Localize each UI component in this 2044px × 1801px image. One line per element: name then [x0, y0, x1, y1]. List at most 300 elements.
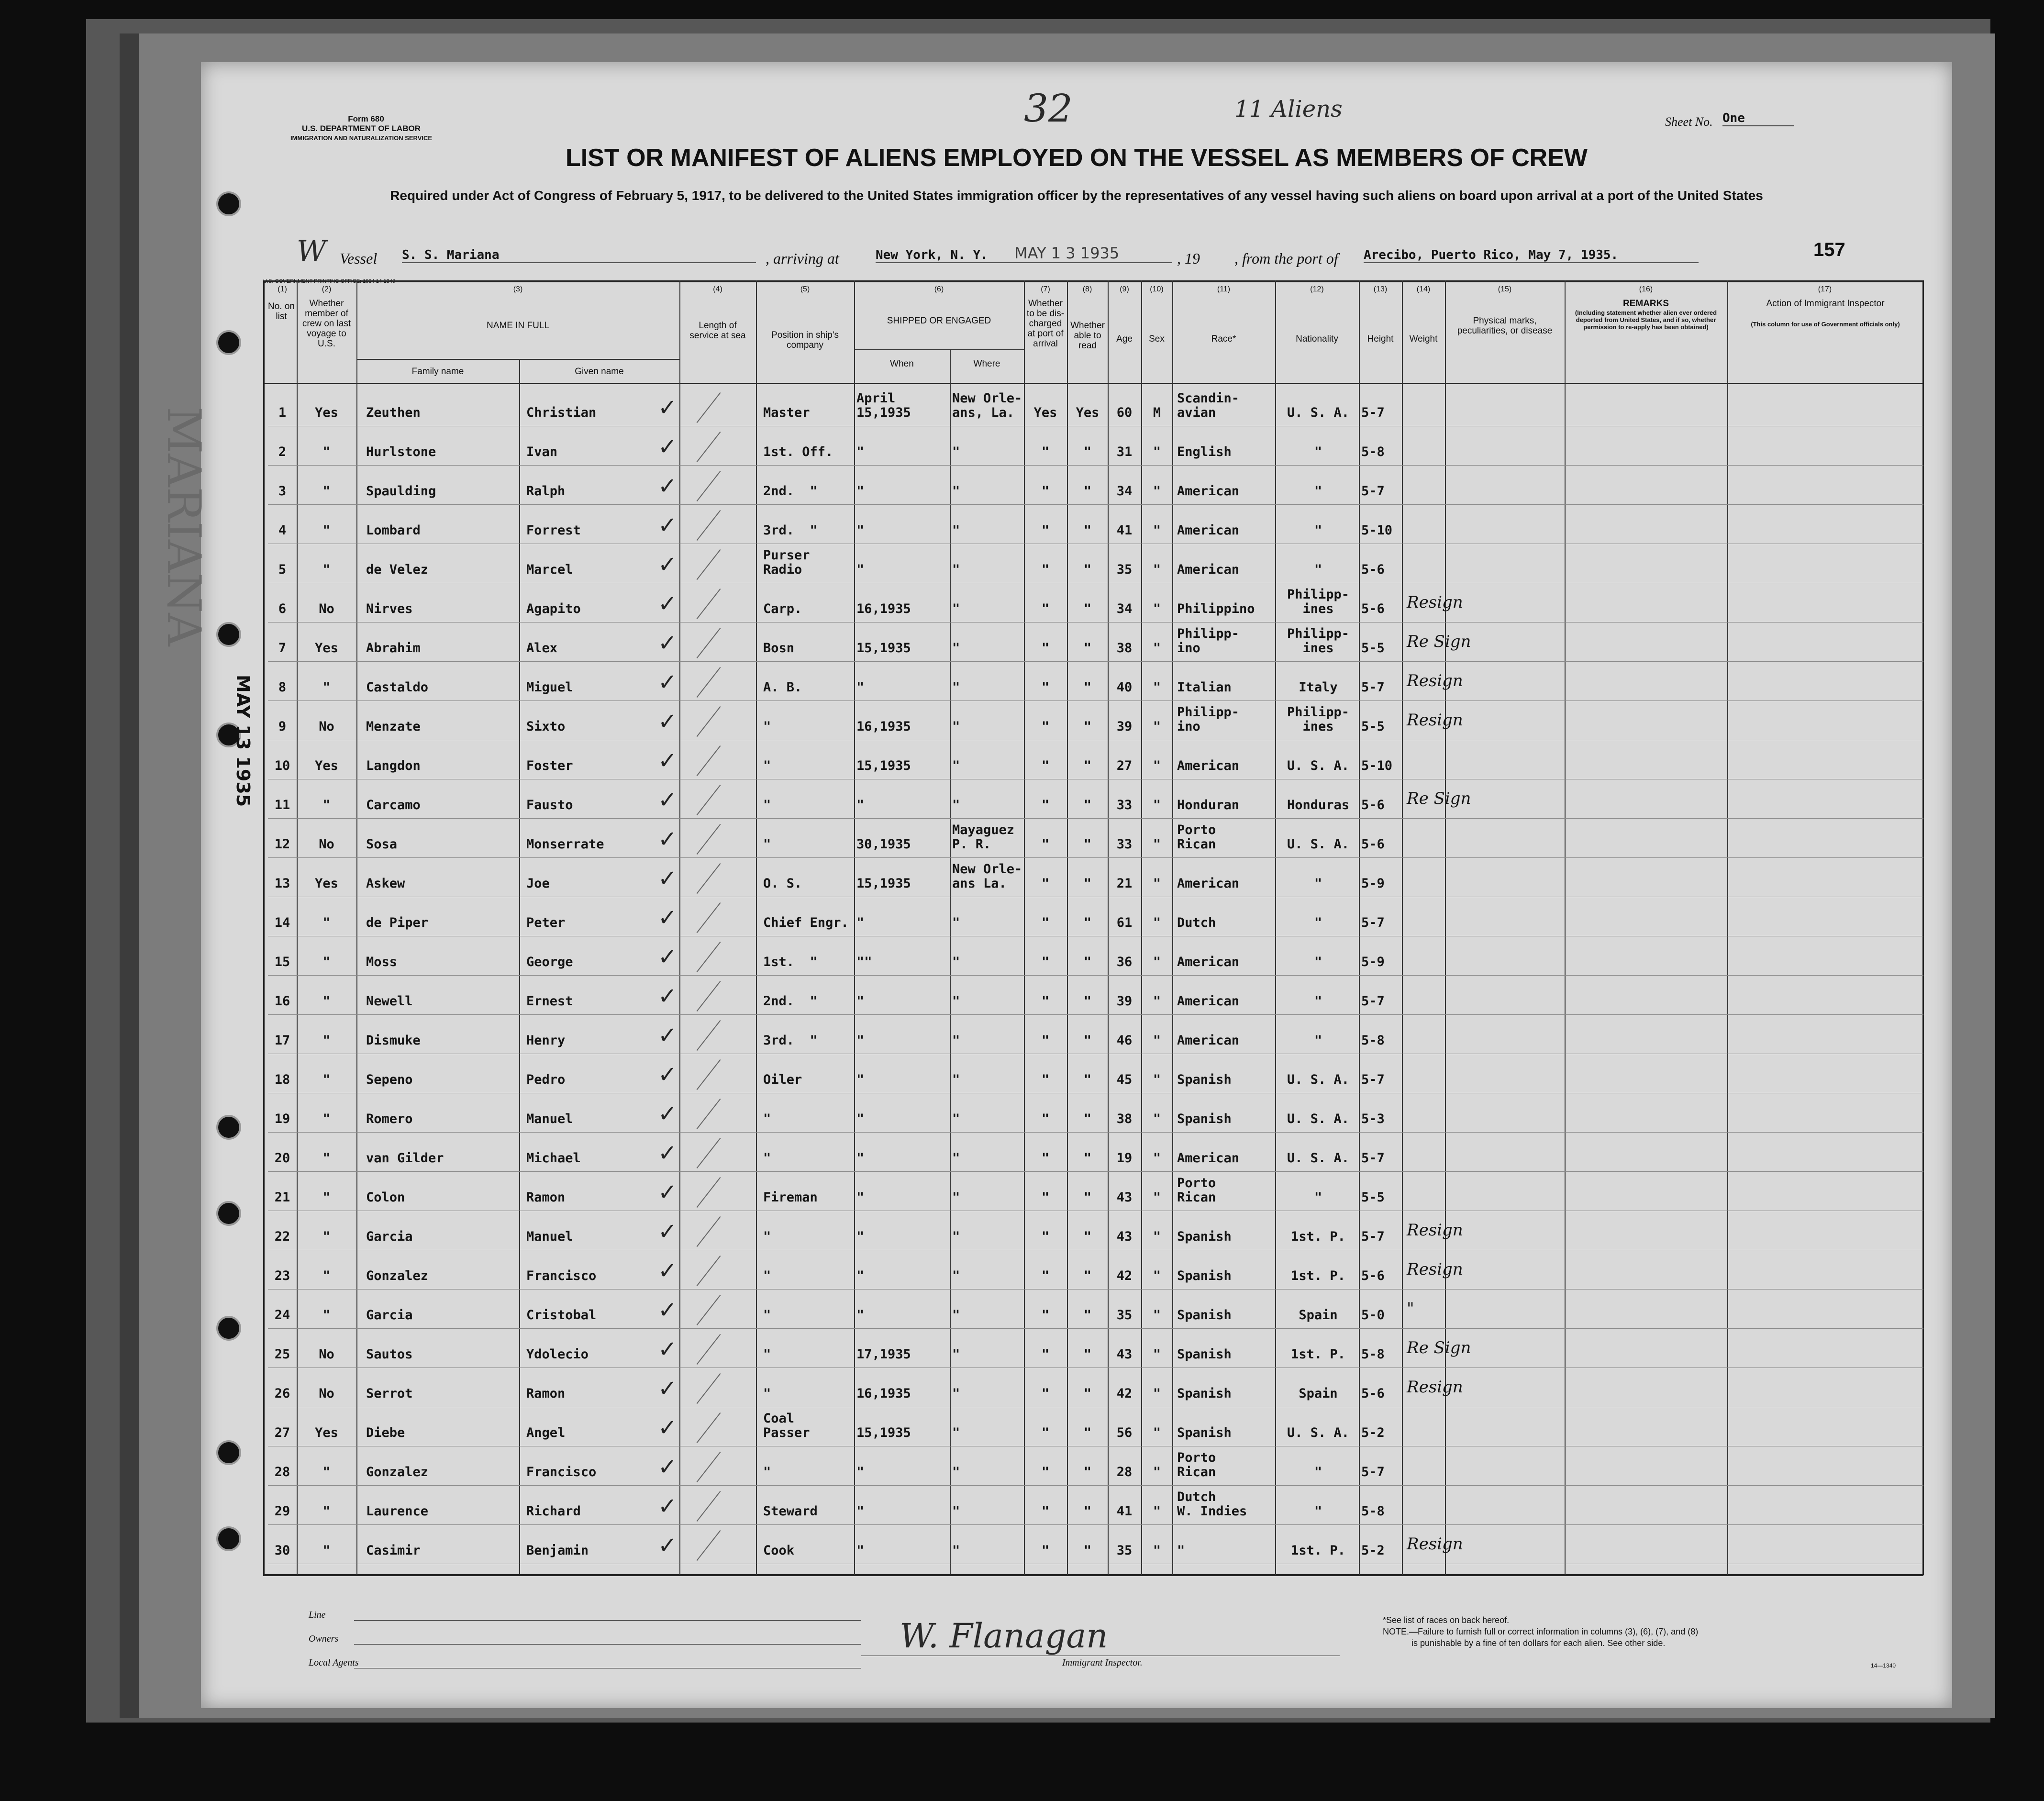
cell-race: Spanish — [1177, 1072, 1232, 1087]
cell-nat: 1st. P. — [1291, 1543, 1345, 1558]
col-num: (11) — [1217, 285, 1231, 293]
cell-where: " — [952, 719, 960, 734]
cell-age: 35 — [1116, 1308, 1133, 1323]
cell-family: Langdon — [366, 758, 421, 773]
check-mark-icon: ✓ — [658, 473, 678, 500]
service-slash-mark — [697, 628, 721, 658]
header-weight: Weight — [1409, 334, 1438, 344]
punch-hole — [216, 622, 241, 647]
col-num: (17) — [1818, 285, 1832, 293]
cell-read: " — [1083, 719, 1092, 734]
cell-race: American — [1177, 758, 1240, 773]
check-mark-icon: ✓ — [658, 1257, 678, 1284]
cell-where: " — [952, 1268, 960, 1283]
sheet-no-label: Sheet No. — [1665, 115, 1713, 129]
header-shipped-engaged: SHIPPED OR ENGAGED — [887, 316, 991, 326]
cell-family: Romero — [366, 1112, 413, 1126]
cell-sex: " — [1153, 719, 1161, 734]
cell-sex: " — [1153, 1072, 1161, 1087]
cell-given: Monserrate — [526, 837, 604, 852]
form-subtitle: Required under Act of Congress of February 5, 1917, to be delivered to the United States immigration officer by the representatives of any vessel having such aliens on board upon arrival at a port of the United States — [390, 188, 1763, 203]
cell-height: 5-6 — [1361, 562, 1385, 577]
cell-sex: " — [1153, 876, 1161, 891]
col-divider — [519, 359, 520, 1574]
cell-height: 5-5 — [1361, 1190, 1385, 1205]
cell-sex: " — [1153, 1308, 1161, 1323]
footer-line-rule — [354, 1620, 861, 1621]
cell-sex: " — [1153, 562, 1161, 577]
cell-race: Dutch — [1177, 915, 1216, 930]
service-slash-mark — [697, 1295, 721, 1325]
service-slash-mark — [697, 706, 721, 737]
check-mark-icon: ✓ — [658, 1493, 678, 1520]
cell-when: " — [856, 484, 865, 499]
cell-member: " — [322, 484, 331, 499]
col-num: (14) — [1416, 285, 1431, 293]
cell-nat: U. S. A. — [1287, 758, 1350, 773]
cell-where: " — [952, 601, 960, 616]
col-divider — [854, 280, 855, 1575]
service-slash-mark — [697, 1256, 721, 1286]
cell-read: " — [1083, 798, 1092, 812]
cell-height: 5-6 — [1361, 1268, 1385, 1283]
cell-given: Ernest — [526, 994, 573, 1009]
cell-nat: " — [1314, 562, 1322, 577]
cell-member: " — [322, 1112, 331, 1126]
check-mark-icon: ✓ — [658, 551, 678, 578]
cell-no: 23 — [274, 1268, 290, 1283]
cell-no: 30 — [274, 1543, 290, 1558]
cell-height: 5-7 — [1361, 915, 1385, 930]
cell-position: " — [763, 1386, 771, 1401]
cell-when: " — [856, 562, 865, 577]
from-port-label: , from the port of — [1234, 250, 1338, 267]
cell-given: Manuel — [526, 1112, 573, 1126]
cell-where: " — [952, 1033, 960, 1048]
cell-position: " — [763, 1229, 771, 1244]
service-slash-mark — [697, 1334, 721, 1365]
cell-sex: " — [1153, 1268, 1161, 1283]
cell-race: Dutch W. Indies — [1177, 1490, 1247, 1519]
cell-height: 5-2 — [1361, 1543, 1385, 1558]
cell-nat: U. S. A. — [1287, 1425, 1350, 1440]
cell-weight-remark: Resign — [1407, 711, 1463, 730]
cell-race: American — [1177, 1151, 1240, 1166]
cell-read: " — [1083, 1072, 1092, 1087]
check-mark-icon: ✓ — [658, 865, 678, 892]
cell-given: Ydolecio — [526, 1347, 589, 1362]
check-mark-icon: ✓ — [658, 1454, 678, 1480]
vessel-name: S. S. Mariana — [402, 248, 756, 263]
cell-age: 40 — [1116, 680, 1133, 695]
cell-disch: " — [1041, 562, 1050, 577]
cell-no: 9 — [278, 719, 287, 734]
cell-family: Sosa — [366, 837, 398, 852]
cell-disch: " — [1041, 1268, 1050, 1283]
col-num: (2) — [322, 285, 332, 293]
cell-position: 2nd. " — [763, 484, 818, 499]
col-num: (13) — [1373, 285, 1388, 293]
cell-when: " — [856, 1072, 865, 1087]
cell-read: " — [1083, 601, 1092, 616]
cell-read: " — [1083, 1112, 1092, 1126]
cell-read: " — [1083, 641, 1092, 656]
cell-age: 35 — [1116, 562, 1133, 577]
cell-when: 16,1935 — [856, 601, 911, 616]
cell-position: 2nd. " — [763, 994, 818, 1009]
service-slash-mark — [697, 1099, 721, 1129]
cell-family: Moss — [366, 955, 398, 969]
cell-family: Lombard — [366, 523, 421, 538]
cell-sex: " — [1153, 1033, 1161, 1048]
col-divider — [297, 280, 298, 1575]
cell-family: Gonzalez — [366, 1268, 429, 1283]
cell-sex: " — [1153, 1112, 1161, 1126]
cell-disch: " — [1041, 1190, 1050, 1205]
cell-disch: " — [1041, 1308, 1050, 1323]
header-age: Age — [1116, 334, 1133, 344]
cell-where: " — [952, 1386, 960, 1401]
cell-age: 46 — [1116, 1033, 1133, 1048]
check-mark-icon: ✓ — [658, 904, 678, 931]
footer-line-label: Line — [309, 1610, 326, 1620]
cell-read: " — [1083, 1504, 1092, 1519]
check-mark-icon: ✓ — [658, 1336, 678, 1363]
cell-height: 5-2 — [1361, 1425, 1385, 1440]
cell-race: Spanish — [1177, 1112, 1232, 1126]
col-divider — [263, 280, 265, 1575]
vessel-name-stamp: MARIANA — [157, 407, 211, 646]
cell-nat: 1st. P. — [1291, 1229, 1345, 1244]
row-rule — [268, 661, 1923, 662]
service-slash-mark — [697, 392, 721, 423]
cell-weight-remark: Re Sign — [1407, 632, 1471, 651]
cell-no: 21 — [274, 1190, 290, 1205]
cell-family: Spaulding — [366, 484, 436, 499]
cell-when: " — [856, 1229, 865, 1244]
service-slash-mark — [697, 1020, 721, 1051]
cell-race: American — [1177, 1033, 1240, 1048]
margin-date-stamp: MAY 13 1935 — [233, 675, 254, 807]
cell-race: American — [1177, 955, 1240, 969]
col-num: (12) — [1310, 285, 1324, 293]
col-divider — [1402, 280, 1403, 1575]
check-mark-icon: ✓ — [658, 1061, 678, 1088]
service-slash-mark — [697, 432, 721, 462]
cell-given: Joe — [526, 876, 550, 891]
col-divider — [1727, 280, 1728, 1575]
cell-age: 41 — [1116, 523, 1133, 538]
cell-read: " — [1083, 562, 1092, 577]
cell-member: " — [322, 1033, 331, 1048]
cell-disch: " — [1041, 1112, 1050, 1126]
service-slash-mark — [697, 863, 721, 894]
cell-read: " — [1083, 523, 1092, 538]
cell-nat: Philipp- ines — [1287, 626, 1350, 656]
cell-member: " — [322, 1190, 331, 1205]
cell-disch: " — [1041, 876, 1050, 891]
check-mark-icon: ✓ — [658, 1101, 678, 1127]
cell-sex: " — [1153, 1151, 1161, 1166]
cell-height: 5-9 — [1361, 876, 1385, 891]
cell-nat: U. S. A. — [1287, 1151, 1350, 1166]
header-where: Where — [973, 359, 1000, 369]
cell-height: 5-7 — [1361, 484, 1385, 499]
cell-when: 15,1935 — [856, 876, 911, 891]
from-port: Arecibo, Puerto Rico, May 7, 1935. — [1364, 248, 1699, 263]
cell-height: 5-0 — [1361, 1308, 1385, 1323]
row-rule — [268, 1132, 1923, 1133]
cell-disch: " — [1041, 758, 1050, 773]
cell-race: English — [1177, 445, 1232, 459]
cell-weight-remark: Resign — [1407, 1260, 1463, 1279]
col-num: (9) — [1120, 285, 1129, 293]
cell-position: Purser Radio — [763, 548, 810, 577]
header-discharged: Whether to be dis- charged at port of arrival — [1026, 299, 1065, 349]
cell-when: 17,1935 — [856, 1347, 911, 1362]
cell-disch: " — [1041, 1229, 1050, 1244]
check-mark-icon: ✓ — [658, 983, 678, 1010]
cell-where: " — [952, 758, 960, 773]
header-action: Action of Immigrant Inspector — [1766, 299, 1885, 309]
check-mark-icon: ✓ — [658, 1375, 678, 1402]
cell-nat: Spain — [1299, 1386, 1338, 1401]
cell-read: " — [1083, 1151, 1092, 1166]
cell-height: 5-7 — [1361, 405, 1385, 420]
header-action-sub: (This column for use of Government officials only) — [1751, 321, 1900, 328]
cell-nat: " — [1314, 1465, 1322, 1479]
cell-race: Philipp- ino — [1177, 626, 1240, 656]
cell-age: 31 — [1116, 445, 1133, 459]
form-number: Form 680 — [348, 114, 384, 123]
cell-disch: " — [1041, 915, 1050, 930]
service-slash-mark — [697, 1491, 721, 1522]
cell-where: " — [952, 1543, 960, 1558]
cell-no: 5 — [278, 562, 287, 577]
cell-member: Yes — [315, 641, 338, 656]
cell-no: 3 — [278, 484, 287, 499]
cell-position: " — [763, 1268, 771, 1283]
cell-sex: " — [1153, 1465, 1161, 1479]
cell-no: 29 — [274, 1504, 290, 1519]
cell-member: " — [322, 1504, 331, 1519]
check-mark-icon: ✓ — [658, 630, 678, 656]
cell-read: " — [1083, 758, 1092, 773]
cell-disch: " — [1041, 1465, 1050, 1479]
col-divider — [1565, 280, 1566, 1575]
cell-sex: " — [1153, 641, 1161, 656]
cell-race: Spanish — [1177, 1347, 1232, 1362]
col-divider — [950, 349, 951, 1574]
punch-hole — [216, 1526, 241, 1551]
cell-disch: " — [1041, 719, 1050, 734]
service-slash-mark — [697, 785, 721, 815]
cell-race: American — [1177, 876, 1240, 891]
cell-height: 5-8 — [1361, 1033, 1385, 1048]
cell-disch: " — [1041, 1425, 1050, 1440]
cell-race: American — [1177, 523, 1240, 538]
cell-given: Michael — [526, 1151, 581, 1166]
cell-where: " — [952, 994, 960, 1009]
cell-given: Marcel — [526, 562, 573, 577]
cell-when: 15,1935 — [856, 641, 911, 656]
header-when: When — [890, 359, 914, 369]
cell-position: " — [763, 758, 771, 773]
punch-hole — [216, 1115, 241, 1140]
cell-no: 8 — [278, 680, 287, 695]
cell-no: 18 — [274, 1072, 290, 1087]
cell-disch: " — [1041, 798, 1050, 812]
cell-sex: " — [1153, 523, 1161, 538]
cell-height: 5-7 — [1361, 1151, 1385, 1166]
cell-height: 5-7 — [1361, 1229, 1385, 1244]
cell-position: Oiler — [763, 1072, 802, 1087]
cell-no: 2 — [278, 445, 287, 459]
check-mark-icon: ✓ — [658, 1218, 678, 1245]
cell-position: " — [763, 798, 771, 812]
cell-family: Colon — [366, 1190, 405, 1205]
cell-nat: U. S. A. — [1287, 837, 1350, 852]
cell-member: " — [322, 1072, 331, 1087]
cell-position: 3rd. " — [763, 1033, 818, 1048]
cell-race: Spanish — [1177, 1268, 1232, 1283]
col-num: (1) — [278, 285, 287, 293]
cell-position: " — [763, 1465, 771, 1479]
col-divider — [679, 280, 680, 1575]
cell-weight-remark: Re Sign — [1407, 1338, 1471, 1357]
row-rule — [268, 1328, 1923, 1329]
cell-sex: " — [1153, 1229, 1161, 1244]
cell-given: Cristobal — [526, 1308, 597, 1323]
row-rule — [268, 857, 1923, 858]
header-length-service: Length of service at sea — [689, 321, 746, 341]
cell-read: " — [1083, 955, 1092, 969]
cell-where: " — [952, 1229, 960, 1244]
name-subheader-rule — [356, 359, 679, 360]
cell-when: " — [856, 1504, 865, 1519]
service-slash-mark — [697, 1373, 721, 1404]
cell-weight-remark: " — [1407, 1299, 1414, 1318]
year-label: , 19 — [1177, 250, 1200, 267]
cell-given: Ramon — [526, 1386, 566, 1401]
cell-member: No — [319, 719, 334, 734]
cell-where: " — [952, 1112, 960, 1126]
cell-family: Serrot — [366, 1386, 413, 1401]
cell-no: 20 — [274, 1151, 290, 1166]
cell-no: 16 — [274, 994, 290, 1009]
cell-member: " — [322, 1268, 331, 1283]
check-mark-icon: ✓ — [658, 747, 678, 774]
cell-disch: " — [1041, 955, 1050, 969]
cell-nat: " — [1314, 994, 1322, 1009]
cell-weight-remark: Resign — [1407, 671, 1463, 690]
shipped-subheader-rule — [854, 349, 1024, 350]
cell-sex: " — [1153, 798, 1161, 812]
cell-member: " — [322, 1465, 331, 1479]
cell-age: 27 — [1116, 758, 1133, 773]
cell-family: Sepeno — [366, 1072, 413, 1087]
row-rule — [268, 465, 1923, 466]
footer-owners-label: Owners — [309, 1634, 339, 1644]
cell-height: 5-7 — [1361, 994, 1385, 1009]
service-slash-mark — [697, 1177, 721, 1208]
cell-where: " — [952, 1190, 960, 1205]
cell-height: 5-10 — [1361, 523, 1393, 538]
cell-nat: Spain — [1299, 1308, 1338, 1323]
cell-when: 15,1935 — [856, 1425, 911, 1440]
manifest-sheet — [157, 62, 1952, 1708]
cell-read: " — [1083, 1190, 1092, 1205]
cell-disch: " — [1041, 641, 1050, 656]
cell-age: 43 — [1116, 1190, 1133, 1205]
cell-nat: " — [1314, 955, 1322, 969]
cell-nat: U. S. A. — [1287, 1112, 1350, 1126]
cell-age: 38 — [1116, 641, 1133, 656]
cell-age: 36 — [1116, 955, 1133, 969]
cell-age: 33 — [1116, 837, 1133, 852]
cell-given: Manuel — [526, 1229, 573, 1244]
cell-read: " — [1083, 1465, 1092, 1479]
cell-weight-remark: Resign — [1407, 1221, 1463, 1240]
punch-hole — [216, 1316, 241, 1341]
header-sex: Sex — [1149, 334, 1165, 344]
cell-disch: " — [1041, 837, 1050, 852]
cell-position: Cook — [763, 1543, 795, 1558]
cell-family: de Piper — [366, 915, 429, 930]
header-bottom-rule — [263, 383, 1923, 384]
cell-height: 5-7 — [1361, 680, 1385, 695]
cell-sex: " — [1153, 837, 1161, 852]
cell-nat: " — [1314, 484, 1322, 499]
check-mark-icon: ✓ — [658, 394, 678, 421]
cell-no: 13 — [274, 876, 290, 891]
cell-given: Sixto — [526, 719, 566, 734]
cell-family: Abrahim — [366, 641, 421, 656]
cell-given: Ramon — [526, 1190, 566, 1205]
cell-sex: M — [1153, 405, 1161, 420]
cell-where: " — [952, 680, 960, 695]
cell-family: Garcia — [366, 1229, 413, 1244]
cell-when: " — [856, 994, 865, 1009]
cell-given: Francisco — [526, 1268, 597, 1283]
cell-position: A. B. — [763, 680, 802, 695]
cell-when: " — [856, 1268, 865, 1283]
cell-read: " — [1083, 1308, 1092, 1323]
cell-family: Casimir — [366, 1543, 421, 1558]
form-title: LIST OR MANIFEST OF ALIENS EMPLOYED ON THE VESSEL AS MEMBERS OF CREW — [566, 144, 1588, 172]
cell-when: " — [856, 680, 865, 695]
service-slash-mark — [697, 1059, 721, 1090]
cell-given: Miguel — [526, 680, 573, 695]
cell-no: 4 — [278, 523, 287, 538]
cell-disch: Yes — [1033, 405, 1057, 420]
cell-disch: " — [1041, 1033, 1050, 1048]
cell-sex: " — [1153, 955, 1161, 969]
cell-age: 56 — [1116, 1425, 1133, 1440]
cell-read: " — [1083, 915, 1092, 930]
cell-height: 5-7 — [1361, 1465, 1385, 1479]
cell-height: 5-10 — [1361, 758, 1393, 773]
department-name: U.S. DEPARTMENT OF LABOR — [301, 124, 421, 133]
cell-given: Forrest — [526, 523, 581, 538]
cell-member: " — [322, 915, 331, 930]
cell-nat: " — [1314, 876, 1322, 891]
cell-race: " — [1177, 1543, 1185, 1558]
cell-no: 15 — [274, 955, 290, 969]
col-num: (7) — [1041, 285, 1050, 293]
cell-where: " — [952, 1465, 960, 1479]
header-remarks: REMARKS — [1622, 299, 1669, 309]
